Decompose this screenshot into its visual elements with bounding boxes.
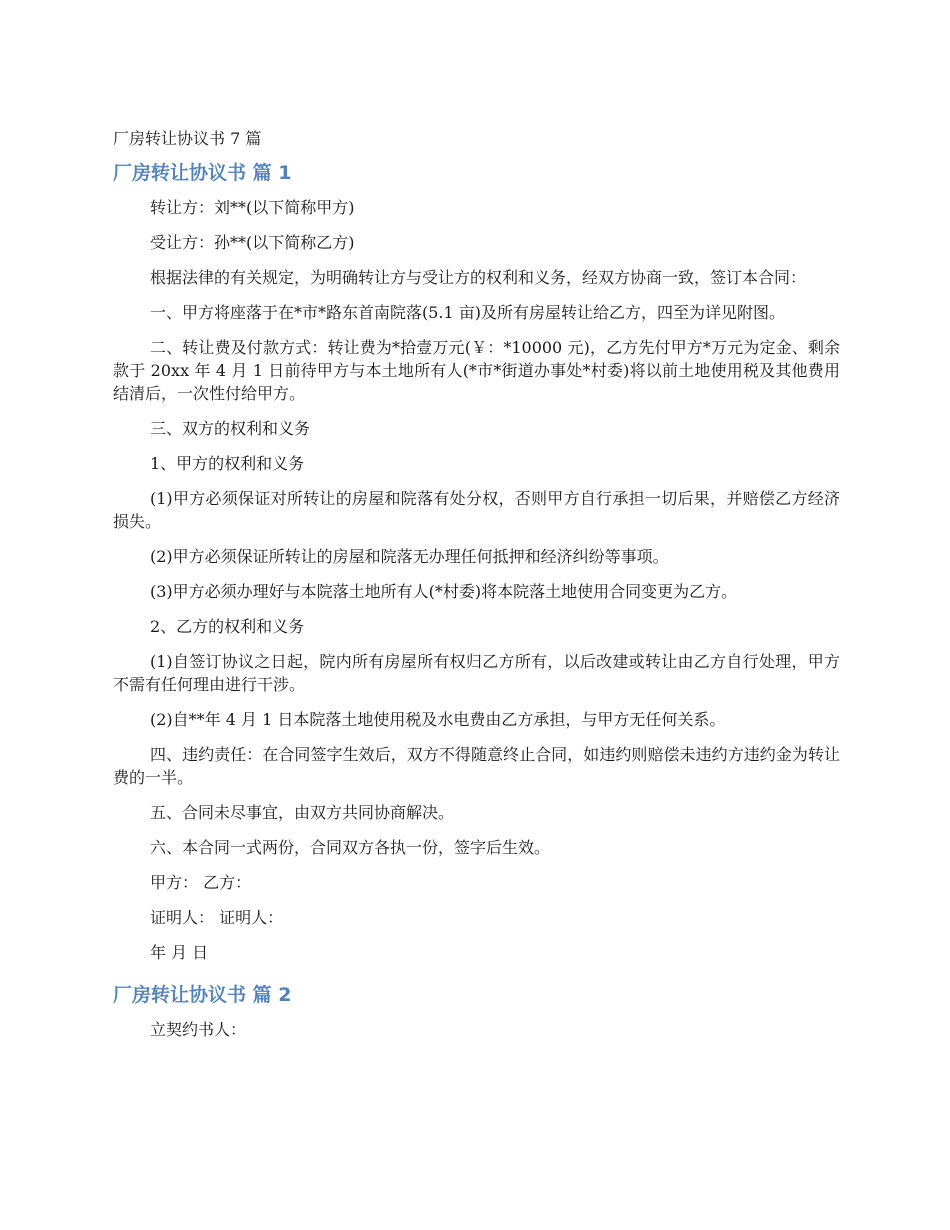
paragraph-party-b-item-1: (1)自签订协议之日起，院内所有房屋所有权归乙方所有，以后改建或转让由乙方自行处理，甲方不需有任何理由进行干涉。 xyxy=(113,652,840,694)
document-content xyxy=(113,128,840,1053)
paragraph-party-a-item-1: (1)甲方必须保证对所转让的房屋和院落有处分权，否则甲方自行承担一切后果，并赔偿乙方经济损失。 xyxy=(113,489,840,531)
paragraph-transferee: 受让方：孙**(以下简称乙方) xyxy=(150,233,355,252)
paragraph-transferor: 转让方：刘**(以下简称甲方) xyxy=(150,198,355,217)
paragraph-contract-signatory: 立契约书人： xyxy=(150,1020,247,1039)
paragraph-clause-4: 四、违约责任：在合同签字生效后，双方不得随意终止合同，如违约则赔偿未违约方违约金为转让费的一半。 xyxy=(113,745,840,787)
paragraph-clause-2: 二、转让费及付款方式：转让费为*拾壹万元(￥：*10000 元)，乙方先付甲方*万元为定金、剩余款于 20xx 年 4 月 1 日前待甲方与本土地所有人(*市*街道办事处*村委)将以前土地使用税及其他费用结清后，一次性付给甲方。 xyxy=(113,338,840,403)
section-heading-1: 厂房转让协议书 篇 1 xyxy=(113,162,292,184)
paragraph-party-a-item-2: (2)甲方必须保证所转让的房屋和院落无办理任何抵押和经济纠纷等事项。 xyxy=(150,547,669,566)
paragraph-preamble: 根据法律的有关规定，为明确转让方与受让方的权利和义务，经双方协商一致，签订本合同： xyxy=(150,268,807,287)
paragraph-party-a-rights: 1、甲方的权利和义务 xyxy=(150,454,305,473)
paragraph-party-b-item-2: (2)自**年 4 月 1 日本院落土地使用税及水电费由乙方承担，与甲方无任何关系。 xyxy=(150,710,726,729)
paragraph-clause-3: 三、双方的权利和义务 xyxy=(150,419,311,438)
paragraph-date: 年 月 日 xyxy=(150,943,209,962)
paragraph-clause-6: 六、本合同一式两份，合同双方各执一份，签字后生效。 xyxy=(150,838,551,857)
paragraph-clause-1: 一、甲方将座落于在*市*路东首南院落(5.1 亩)及所有房屋转让给乙方，四至为详见附图。 xyxy=(150,303,786,322)
document-title: 厂房转让协议书 7 篇 xyxy=(113,129,262,148)
paragraph-party-b-rights: 2、乙方的权利和义务 xyxy=(150,617,305,636)
paragraph-clause-5: 五、合同未尽事宜，由双方共同协商解决。 xyxy=(150,803,455,822)
paragraph-party-a-item-3: (3)甲方必须办理好与本院落土地所有人(*村委)将本院落土地使用合同变更为乙方。 xyxy=(150,582,738,601)
paragraph-signature-witnesses: 证明人： 证明人： xyxy=(150,908,284,927)
section-heading-2: 厂房转让协议书 篇 2 xyxy=(113,984,292,1006)
paragraph-signature-parties: 甲方： 乙方： xyxy=(150,873,252,892)
